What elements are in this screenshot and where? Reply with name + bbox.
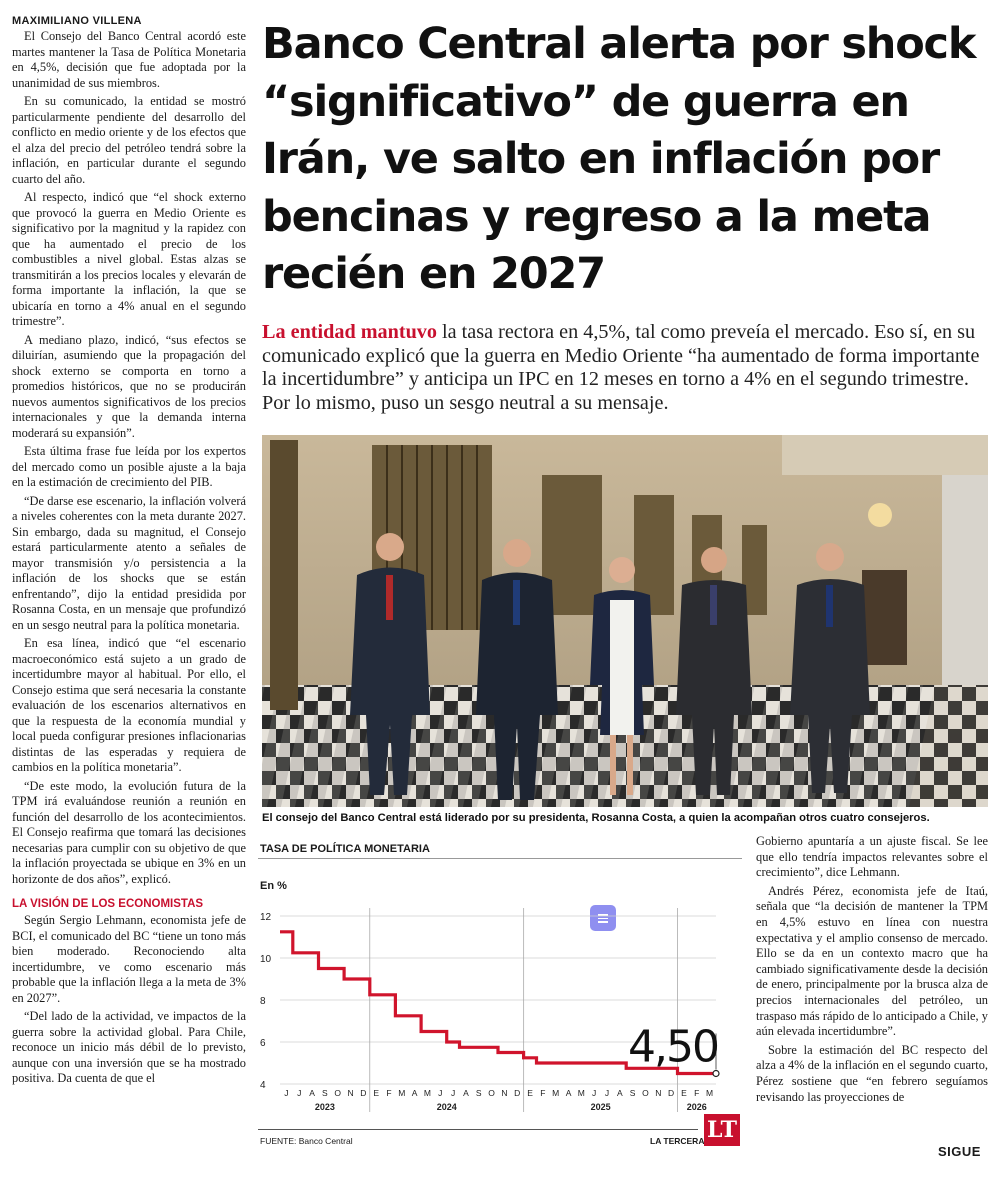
body-paragraph: En esa línea, indicó que “el escenario macroeconómico está sujeto a un grado de incertidumbre mayor al habitual. Por ello, el Consejo estima que será necesaria la constante evaluación de los escenarios alternativos en que la respuesta de la economía mundial y local pueda configurar presiones inflacionarias distintas de las esperadas y requiera de cambios en la política monetaria”. — [12, 636, 246, 774]
body-paragraph: Sobre la estimación del BC respecto del alza a 4% de la inflación en el segundo cuarto, Pérez sostiene que “en febrero seguíamos revisando las proyecciones de — [756, 1042, 988, 1104]
x-tick-label: A — [565, 1088, 572, 1098]
x-tick-label: A — [309, 1088, 315, 1098]
y-tick-label: 6 — [260, 1038, 266, 1049]
headline: Banco Central alerta por shock “significativo” de guerra en Irán, ve salto en inflación por bencinas y regreso a la meta recién en 2027 — [262, 19, 976, 299]
x-tick-label: S — [322, 1088, 328, 1098]
left-body-part-2 — [12, 913, 246, 1087]
x-tick-label: O — [488, 1088, 495, 1098]
y-tick-label: 10 — [260, 954, 272, 965]
la-tercera-logo: LT — [704, 1114, 740, 1146]
section-subhead: LA VISIÓN DE LOS ECONOMISTAS — [12, 898, 204, 910]
x-tick-label: J — [450, 1088, 456, 1098]
x-tick-label: D — [668, 1088, 675, 1098]
body-paragraph: “De darse ese escenario, la inflación volverá a niveles coherentes con la meta durante 2027. Sin embargo, dada su magnitud, el Consejo estará particularmente atento a señales de mayor transmisión y/o persistencia a la inflación de los shocks que se están enfrentando”, dijo la entidad presidida por Rosanna Costa, en un mensaje que profundizó en un sesgo neutral para la política monetaria. — [12, 493, 246, 632]
body-paragraph: “De este modo, la evolución futura de la TPM irá evaluándose reunión a reunión en función del desarrollo de los acontecimientos. El Consejo reafirma que tomará las decisiones necesarias para cumplir con su objetivo de que la inflación proyectada se ubique en 3% en un horizonte de dos años”, explicó. — [12, 778, 246, 886]
x-tick-label: E — [373, 1088, 380, 1098]
right-column — [756, 834, 988, 1134]
chart-title-rule — [258, 858, 742, 859]
body-paragraph: Al respecto, indicó que “el shock externo que provocó la guerra en Medio Oriente es significativo por la magnitud y la rapidez con que ha aumentado el precio de los combustibles a nivel global. Estas alzas se transmitirán a los precios locales y elevarán de forma importante la inflación, la que se ubicaría en torno a 4% anual en el segundo trimestre”. — [12, 190, 246, 328]
chart-source: FUENTE: Banco Central — [260, 1136, 353, 1146]
y-tick-label: 4 — [260, 1080, 266, 1091]
body-paragraph: El Consejo del Banco Central acordó este martes mantener la Tasa de Política Monetaria en 4,5%, decisión que fue adoptada por la unanimidad de sus miembros. — [12, 29, 246, 90]
year-label: 2023 — [314, 1102, 335, 1112]
chart-plot — [258, 898, 742, 1128]
y-tick-label: 12 — [260, 912, 272, 923]
continued-label: SIGUE — [938, 1144, 981, 1159]
year-label: 2026 — [686, 1102, 707, 1112]
x-tick-label: M — [423, 1088, 432, 1098]
x-tick-label: J — [592, 1088, 597, 1098]
council-photo — [262, 435, 988, 807]
x-tick-label: D — [360, 1088, 367, 1098]
x-tick-label: J — [284, 1088, 289, 1098]
body-paragraph: Según Sergio Lehmann, economista jefe de BCI, el comunicado del BC “tiene un tono más bien moderado. Reconociendo alta incertidumbre, ve como escenario más probable que la inflación llega a la meta de 3% en 2027”. — [12, 913, 246, 1005]
x-tick-label: D — [514, 1088, 521, 1098]
chart-title: TASA DE POLÍTICA MONETARIA — [260, 843, 430, 855]
year-label: 2024 — [436, 1102, 457, 1112]
left-body-part-1 — [12, 29, 246, 887]
dek-lead: La entidad mantuvo — [262, 321, 437, 343]
x-tick-label: F — [694, 1088, 700, 1098]
left-column — [12, 14, 246, 1164]
body-paragraph: En su comunicado, la entidad se mostró particularmente pendiente del desarrollo del conflicto en medio oriente y de los efectos que el alza del precio del petróleo tendrá sobre la inflación, en particular durante el segundo cuarto del año. — [12, 94, 246, 186]
body-paragraph: Esta última frase fue leída por los expertos del mercado como un posible ajuste a la baja en la estimación de crecimiento del PIB. — [12, 444, 246, 489]
y-tick-label: 8 — [260, 996, 266, 1007]
year-label: 2025 — [590, 1102, 611, 1112]
x-tick-label: J — [438, 1088, 443, 1098]
body-paragraph: Andrés Pérez, economista jefe de Itaú, señala que “la decisión de mantener la TPM en 4,5% estuvo en línea con nuestra expectativa y el amplio consenso de mercado. Ello se da en un contexto macro que ha cambiado significativamente desde la decisión de enero, principalmente por la brusca alza de precios internacionales del petróleo, un traspaso más rápido de lo anticipado a Chile, y aún elevada incertidumbre”. — [756, 883, 988, 1039]
x-tick-label: M — [398, 1088, 406, 1098]
x-tick-label: M — [577, 1088, 585, 1098]
byline: MAXIMILIANO VILLENA — [12, 15, 142, 27]
x-tick-label: O — [334, 1088, 342, 1098]
x-tick-label: A — [411, 1088, 418, 1098]
body-paragraph: A mediano plazo, indicó, “sus efectos se diluirían, asumiendo que la propagación del shock externo se comporta en torno a promedios históricos, que no se producirán nuevos aumentos significativos de los precios internacionales y que la demanda interna moderará su expansión”. — [12, 332, 246, 440]
x-tick-label: S — [629, 1088, 636, 1098]
x-tick-label: E — [527, 1088, 533, 1098]
x-tick-label: F — [540, 1088, 546, 1098]
chart-brand: LA TERCERA — [650, 1136, 705, 1146]
body-paragraph: Gobierno apuntaría a un ajuste fiscal. Se lee que ello tendría impactos relevantes sobre el crecimiento”, dice Lehmann. — [756, 834, 988, 880]
x-tick-label: O — [642, 1088, 649, 1098]
x-tick-label: F — [386, 1088, 392, 1098]
x-tick-label: J — [297, 1088, 302, 1098]
x-tick-label: M — [552, 1088, 560, 1098]
x-tick-label: J — [604, 1088, 610, 1098]
x-tick-label: A — [616, 1088, 623, 1098]
dek-text: la tasa rectora en 4,5%, tal como preveía el mercado. Eso sí, en su comunicado explicó que la guerra en Medio Oriente “ha aumentado de forma importante la incertidumbre” y anticipa un IPC en 12 meses en torno a 4% en el segundo trimestre. Por lo mismo, puso un sesgo neutral a su mensaje. — [262, 321, 980, 414]
photo-caption: El consejo del Banco Central está liderado por su presidenta, Rosanna Costa, a quien la acompañan otros cuatro consejeros. — [262, 812, 930, 824]
x-tick-label: E — [681, 1088, 687, 1098]
x-tick-label: N — [347, 1088, 354, 1098]
chart-unit-label: En % — [260, 880, 287, 892]
x-tick-label: A — [463, 1088, 469, 1098]
x-tick-label: N — [501, 1088, 508, 1098]
last-value-annotation: 4,50 — [628, 1021, 718, 1073]
body-paragraph: “Del lado de la actividad, ve impactos de la guerra sobre la actividad global. Para Chile, reconoce un inicio más débil de lo previsto, aunque con una inversión que se ha mostrado positiva. Da cuenta de que el — [12, 1009, 246, 1085]
x-tick-label: N — [655, 1088, 662, 1098]
x-tick-label: S — [475, 1088, 482, 1098]
rate-chart — [258, 838, 742, 1150]
x-tick-label: M — [706, 1088, 714, 1098]
source-rule — [258, 1129, 698, 1130]
dek — [262, 321, 992, 415]
